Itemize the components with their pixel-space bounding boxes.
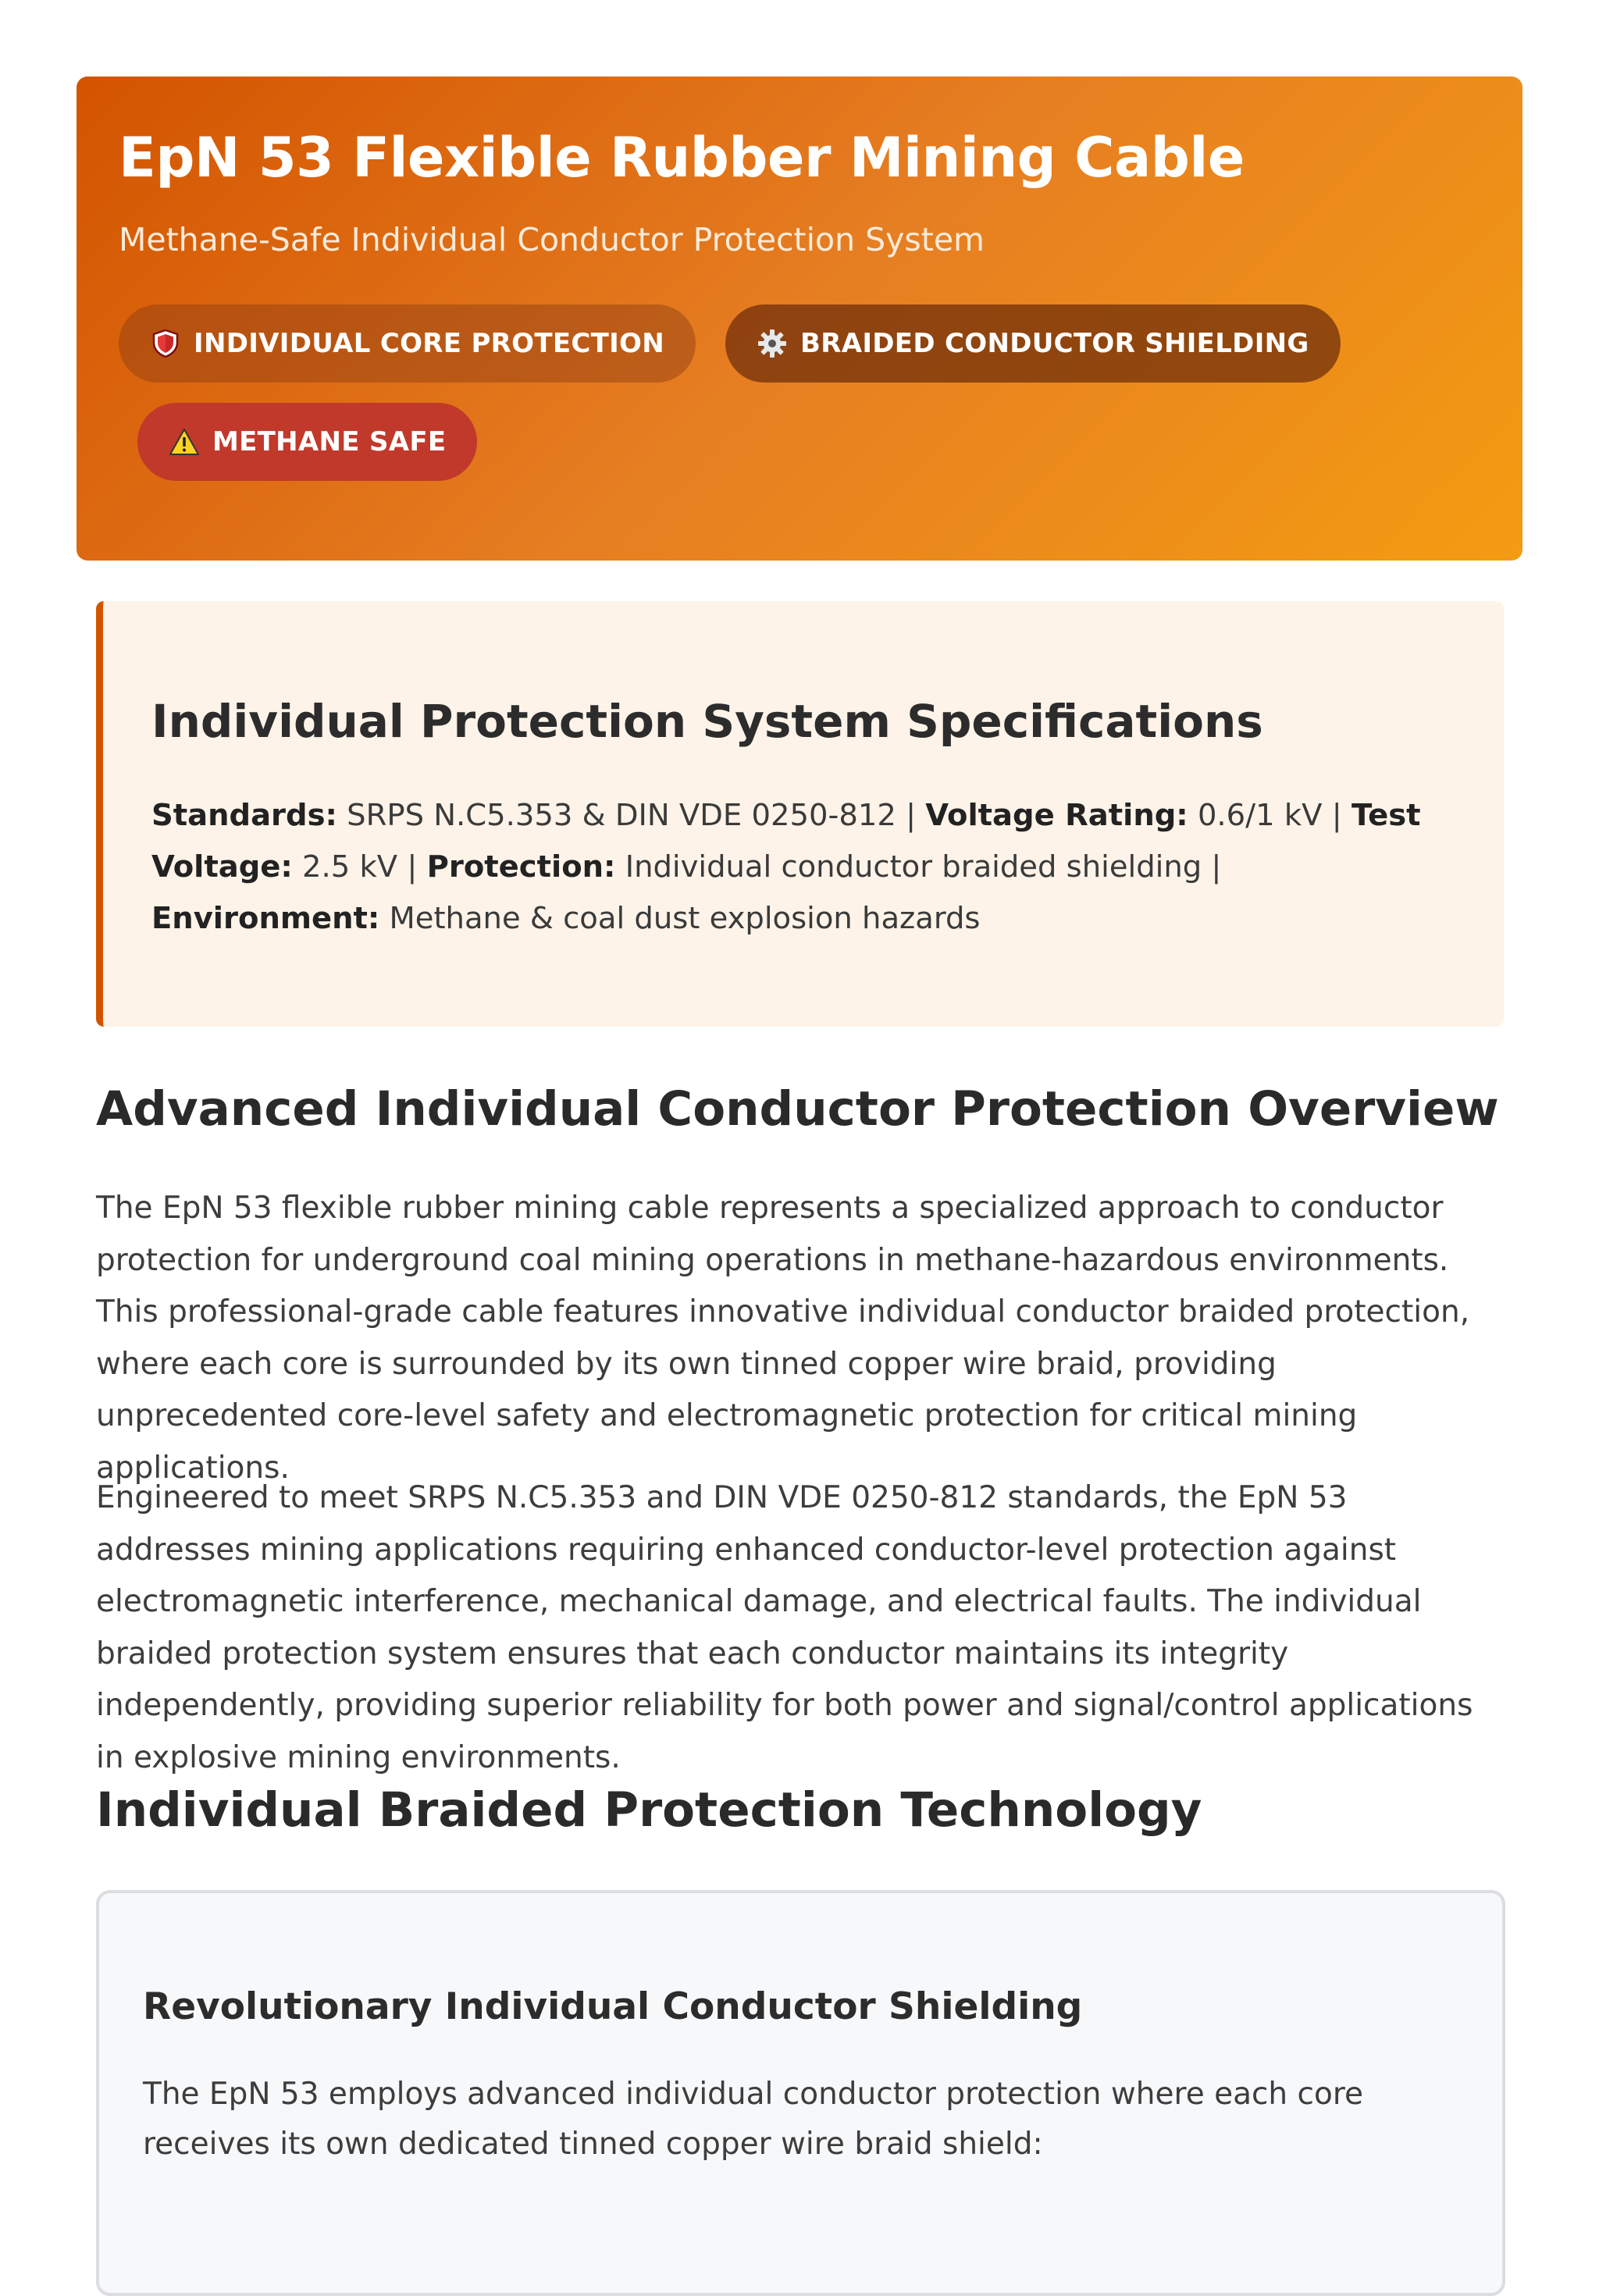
page-header: [77, 77, 1522, 561]
technology-card-text: The EpN 53 employs advanced individual conductor protection where each core receives its own dedicated tinned copper wire braid shield:: [143, 2077, 1364, 2163]
specifications-title: Individual Protection System Specifications: [151, 695, 1263, 748]
spec-separator: |: [1202, 849, 1222, 885]
overview-heading: Advanced Individual Conductor Protection Overview: [96, 1081, 1499, 1137]
spec-label: Standards:: [151, 797, 337, 833]
spec-separator: |: [397, 849, 427, 885]
gear-icon: [757, 328, 788, 359]
spec-value: SRPS N.C5.353 & DIN VDE 0250-812: [347, 797, 896, 833]
badge-label: METHANE SAFE: [212, 425, 447, 457]
spec-label: Voltage Rating:: [925, 797, 1188, 833]
technology-card-title: Revolutionary Individual Conductor Shielding: [143, 1985, 1083, 2028]
technology-heading: Individual Braided Protection Technology: [96, 1782, 1202, 1838]
technology-card: [96, 1890, 1505, 2296]
page-subtitle: Methane-Safe Individual Conductor Protection System: [119, 220, 985, 258]
spec-label: Protection:: [426, 849, 616, 885]
overview-paragraph-1: The EpN 53 flexible rubber mining cable represents a specialized approach to conductor protection for underground coal mining operations in methane-hazardous environments. This professional-grade cable features innovative individual conductor braided protection, where each core is surrounded by its own tinned copper wire braid, providing unprecedented core-level safety and electromagnetic protection for critical mining applications.: [96, 1191, 1470, 1486]
badge-individual-core-protection: [119, 304, 696, 383]
warning-icon: [169, 426, 200, 457]
feature-badges: [119, 304, 1446, 481]
badge-label: BRAIDED CONDUCTOR SHIELDING: [800, 327, 1309, 359]
badge-label: INDIVIDUAL CORE PROTECTION: [194, 327, 665, 359]
spec-value: Individual conductor braided shielding: [625, 849, 1202, 885]
overview-paragraph-2: Engineered to meet SRPS N.C5.353 and DIN VDE 0250-812 standards, the EpN 53 addresses mining applications requiring enhanced conductor-level protection against electromagnetic interference, mechanical damage, and electrical faults. The individual braided protection system ensures that each conductor maintains its integrity independently, providing superior reliability for both power and signal/control applications in explosive mining environments.: [96, 1480, 1473, 1775]
spec-separator: |: [1322, 797, 1351, 833]
badge-methane-safe: [137, 403, 477, 481]
spec-separator: |: [896, 797, 926, 833]
spec-label: Environment:: [151, 900, 380, 936]
badge-braided-conductor-shielding: [725, 304, 1341, 383]
spec-value: Methane & coal dust explosion hazards: [389, 900, 981, 936]
shield-icon: [150, 328, 181, 359]
specifications-box: [96, 601, 1504, 1027]
specifications-text: [151, 790, 1457, 945]
page-title: EpN 53 Flexible Rubber Mining Cable: [119, 126, 1245, 190]
spec-label: Test Voltage:: [151, 797, 1421, 885]
spec-value: 2.5 kV: [302, 849, 398, 885]
spec-value: 0.6/1 kV: [1197, 797, 1323, 833]
